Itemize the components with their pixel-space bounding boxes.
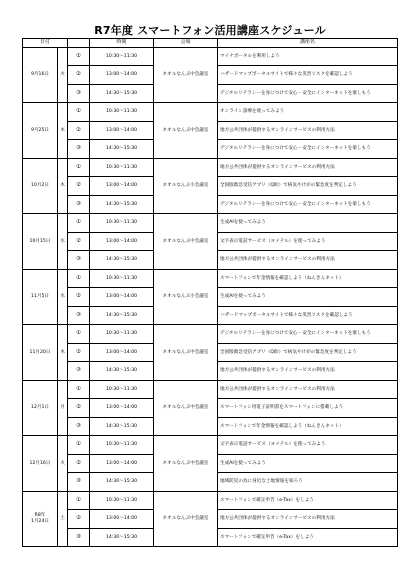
course-name-cell: オンライン診療を使ってみよう (218, 103, 398, 122)
time-cell: 13:00～14:00 (90, 454, 154, 473)
time-cell: 13:00～14:00 (90, 288, 154, 307)
time-cell: 14:30～15:30 (90, 362, 154, 381)
page-title: R7年度 スマートフォン活用講座スケジュール (94, 24, 326, 37)
session-number: ③ (68, 362, 90, 381)
table-row (23, 325, 398, 344)
course-name-cell: ハザードマップポータルサイトで様々な災害リスクを確認しよう (218, 306, 398, 325)
date-cell: 10月2日 (23, 158, 58, 214)
session-number: ① (68, 103, 90, 122)
weekday-cell: 木 (58, 103, 68, 159)
weekday-cell: 月 (58, 380, 68, 436)
time-cell: 14:30～15:30 (90, 306, 154, 325)
session-number: ① (68, 47, 90, 66)
date-cell: 11月20日 (23, 325, 58, 381)
course-name-cell: ハザードマップポータルサイトで様々な災害リスクを確認しよう (218, 66, 398, 85)
date-cell: 10月15日 (23, 214, 58, 270)
session-number: ③ (68, 84, 90, 103)
session-number: ② (68, 343, 90, 362)
time-cell: 13:00～14:00 (90, 399, 154, 418)
course-name-cell: 地方公共団体が提供するオンラインサービスの利用方法 (218, 251, 398, 270)
header-date: 日付 (23, 39, 68, 48)
header-number (68, 39, 90, 48)
table-row (23, 158, 398, 177)
date-cell: 12月1日 (23, 380, 58, 436)
table-row (23, 380, 398, 399)
time-cell: 10:30～11:30 (90, 158, 154, 177)
venue-cell: ネオルなんぶ小会議室 (154, 269, 218, 325)
time-cell: 13:00～14:00 (90, 66, 154, 85)
course-name-cell: マイナポータルを利用しよう (218, 47, 398, 66)
course-name-cell: デジタルリテラシーを身につけて安心・安全にインターネットを楽しもう (218, 140, 398, 159)
course-name-cell: 地方公共団体が提供するオンラインサービスの利用方法 (218, 158, 398, 177)
table-row (23, 269, 398, 288)
table-row (23, 103, 398, 122)
time-cell: 10:30～11:30 (90, 436, 154, 455)
venue-cell: ネオルなんぶ中会議室 (154, 325, 218, 381)
session-number: ③ (68, 195, 90, 214)
course-name-cell: デジタルリテラシーを身につけて安心・安全にインターネットを楽しもう (218, 195, 398, 214)
time-cell: 10:30～11:30 (90, 491, 154, 510)
session-number: ② (68, 288, 90, 307)
course-name-cell: 地方公共団体が提供するオンラインサービスの利用方法 (218, 362, 398, 381)
date-cell: 11月5日 (23, 269, 58, 325)
venue-cell: ネオルなんぶ中会議室 (154, 214, 218, 270)
session-number: ② (68, 454, 90, 473)
venue-cell: ネオルなんぶ中会議室 (154, 380, 218, 436)
time-cell: 14:30～15:30 (90, 251, 154, 270)
session-number: ③ (68, 417, 90, 436)
course-name-cell: 地域防災の為に身近な土地情報を知ろう (218, 473, 398, 492)
session-number: ③ (68, 140, 90, 159)
weekday-cell: 土 (58, 491, 68, 547)
course-name-cell: スマートフォンで年金情報を確認しよう（ねんきんネット） (218, 417, 398, 436)
schedule-table (22, 38, 398, 547)
weekday-cell: 木 (58, 325, 68, 381)
time-cell: 10:30～11:30 (90, 103, 154, 122)
time-cell: 10:30～11:30 (90, 380, 154, 399)
course-name-cell: 生成AIを使ってみよう (218, 454, 398, 473)
course-name-cell: スマートフォンで年金情報を確認しよう（ねんきんネット） (218, 269, 398, 288)
weekday-cell: 火 (58, 436, 68, 492)
course-name-cell: スマートフォン用電子証明書をスマートフォンに搭載しよう (218, 399, 398, 418)
weekday-cell: 水 (58, 214, 68, 270)
time-cell: 13:00～14:00 (90, 232, 154, 251)
table-header-row (23, 39, 398, 48)
session-number: ② (68, 399, 90, 418)
session-number: ② (68, 510, 90, 529)
time-cell: 14:30～15:30 (90, 528, 154, 547)
table-row (23, 47, 398, 66)
session-number: ② (68, 121, 90, 140)
session-number: ③ (68, 528, 90, 547)
session-number: ① (68, 269, 90, 288)
venue-cell: ネオルなんぶ中会議室 (154, 436, 218, 492)
session-number: ③ (68, 251, 90, 270)
session-number: ③ (68, 306, 90, 325)
course-name-cell: デジタルリテラシーを身につけて安心・安全にインターネットを楽しもう (218, 325, 398, 344)
session-number: ① (68, 380, 90, 399)
course-name-cell: スマートフォンで確定申告（e-Tax）をしよう (218, 528, 398, 547)
course-name-cell: 地方公共団体が提供するオンラインサービスの利用方法 (218, 121, 398, 140)
time-cell: 13:00～14:00 (90, 121, 154, 140)
session-number: ① (68, 436, 90, 455)
time-cell: 14:30～15:30 (90, 473, 154, 492)
time-cell: 10:30～11:30 (90, 269, 154, 288)
table-row (23, 491, 398, 510)
header-time: 時間 (90, 39, 154, 48)
course-name-cell: 地方公共団体が提供するオンラインサービスの利用方法 (218, 380, 398, 399)
date-cell: R8年 1月24日 (23, 491, 58, 547)
time-cell: 14:30～15:30 (90, 84, 154, 103)
course-name-cell: デジタルリテラシーを身につけて安心・安全にインターネットを楽しもう (218, 84, 398, 103)
session-number: ① (68, 325, 90, 344)
weekday-cell: 水 (58, 269, 68, 325)
time-cell: 10:30～11:30 (90, 325, 154, 344)
session-number: ② (68, 177, 90, 196)
course-name-cell: 全国版救急受信アプリ（Q助）で病気やけがの緊急度を判定しよう (218, 343, 398, 362)
course-name-cell: 地方公共団体が提供するオンラインサービスの利用方法 (218, 510, 398, 529)
course-name-cell: 文字表示電話サービス（ヨメテル）を使ってみよう (218, 232, 398, 251)
venue-cell: ネオルなんぶ小会議室 (154, 158, 218, 214)
date-cell: 9月16日 (23, 47, 58, 103)
time-cell: 10:30～11:30 (90, 214, 154, 233)
table-row (23, 436, 398, 455)
session-number: ③ (68, 473, 90, 492)
time-cell: 13:00～14:00 (90, 177, 154, 196)
session-number: ① (68, 158, 90, 177)
session-number: ① (68, 214, 90, 233)
weekday-cell: 火 (58, 47, 68, 103)
time-cell: 14:30～15:30 (90, 195, 154, 214)
weekday-cell: 木 (58, 158, 68, 214)
table-row (23, 214, 398, 233)
venue-cell: ネオルなんぶ中会議室 (154, 103, 218, 159)
time-cell: 14:30～15:30 (90, 140, 154, 159)
venue-cell: ネオルなんぶ中会議室 (154, 47, 218, 103)
time-cell: 13:00～14:00 (90, 343, 154, 362)
time-cell: 14:30～15:30 (90, 417, 154, 436)
header-course: 講座名 (218, 39, 398, 48)
time-cell: 13:00～14:00 (90, 510, 154, 529)
date-cell: 9月25日 (23, 103, 58, 159)
venue-cell: ネオルなんぶ中会議室 (154, 491, 218, 547)
course-name-cell: 全国版救急受信アプリ（Q助）で病気やけがの緊急度を判定しよう (218, 177, 398, 196)
course-name-cell: スマートフォンで確定申告（e-Tax）をしよう (218, 491, 398, 510)
session-number: ② (68, 232, 90, 251)
date-cell: 12月16日 (23, 436, 58, 492)
schedule-body (23, 47, 398, 547)
course-name-cell: 生成AIを使ってみよう (218, 288, 398, 307)
course-name-cell: 生成AIを使ってみよう (218, 214, 398, 233)
header-venue: 会場 (154, 39, 218, 48)
session-number: ① (68, 491, 90, 510)
time-cell: 10:30～11:30 (90, 47, 154, 66)
session-number: ② (68, 66, 90, 85)
course-name-cell: 文字表示電話サービス（ヨメテル）を使ってみよう (218, 436, 398, 455)
